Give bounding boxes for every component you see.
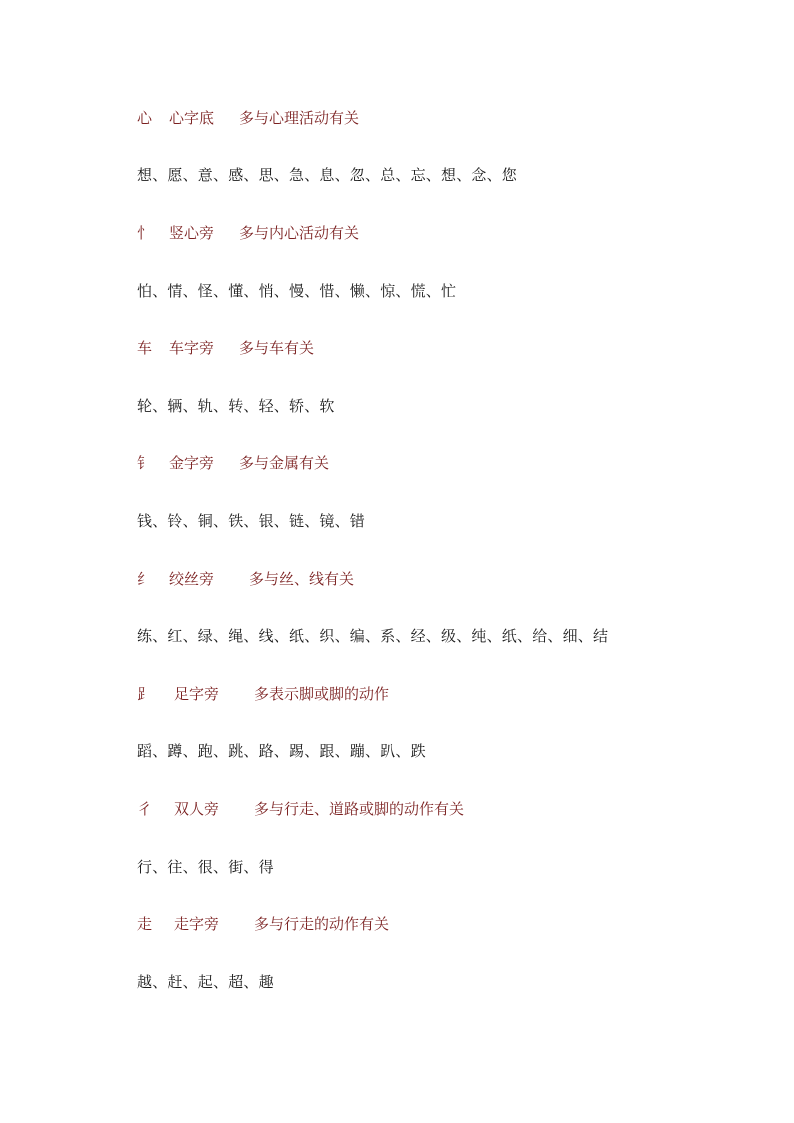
radical-name: 竖心旁 bbox=[169, 224, 215, 242]
radical-symbol: 彳 bbox=[137, 800, 153, 818]
radical-meaning: 多与心理活动有关 bbox=[239, 109, 360, 127]
radical-name: 足字旁 bbox=[174, 685, 220, 703]
radical-heading bbox=[137, 683, 389, 705]
radical-symbol: 车 bbox=[137, 339, 153, 357]
radical-name: 绞丝旁 bbox=[169, 570, 215, 588]
radical-symbol: 忄 bbox=[137, 224, 153, 242]
radical-heading bbox=[137, 452, 329, 474]
radical-name: 走字旁 bbox=[174, 915, 220, 933]
radical-symbol: 心 bbox=[137, 109, 153, 127]
radical-name: 车字旁 bbox=[169, 339, 215, 357]
radical-heading bbox=[137, 568, 354, 590]
radical-name: 双人旁 bbox=[174, 800, 220, 818]
radical-name: 心字底 bbox=[169, 109, 215, 127]
radical-meaning: 多与金属有关 bbox=[239, 454, 330, 472]
radical-meaning: 多与行走、道路或脚的动作有关 bbox=[254, 800, 465, 818]
radical-symbol: 钅 bbox=[137, 454, 153, 472]
radical-meaning: 多与内心活动有关 bbox=[239, 224, 360, 242]
example-characters: 练、红、绿、绳、线、纸、织、编、系、经、级、纯、纸、给、细、结 bbox=[137, 627, 609, 645]
example-characters: 想、愿、意、感、思、急、息、忽、总、忘、想、念、您 bbox=[137, 166, 518, 184]
example-characters: 怕、情、怪、懂、悄、慢、惜、懒、惊、慌、忙 bbox=[137, 282, 457, 300]
radical-symbol: 纟 bbox=[137, 570, 153, 588]
radical-symbol: 走 bbox=[137, 915, 153, 933]
example-characters: 蹈、蹲、跑、跳、路、踢、跟、蹦、趴、跌 bbox=[137, 742, 426, 760]
radical-meaning: 多与行走的动作有关 bbox=[254, 915, 390, 933]
radical-meaning: 多表示脚或脚的动作 bbox=[254, 685, 390, 703]
radical-heading bbox=[137, 337, 314, 359]
radical-heading bbox=[137, 913, 389, 935]
radical-meaning: 多与丝、线有关 bbox=[249, 570, 355, 588]
example-characters: 行、往、很、街、得 bbox=[137, 858, 274, 876]
radical-heading bbox=[137, 222, 359, 244]
example-characters: 轮、辆、轨、转、轻、轿、软 bbox=[137, 397, 335, 415]
example-characters: 钱、铃、铜、铁、银、链、镜、错 bbox=[137, 512, 366, 530]
example-characters: 越、赶、起、超、趣 bbox=[137, 973, 274, 991]
radical-meaning: 多与车有关 bbox=[239, 339, 315, 357]
radical-symbol: ⻊ bbox=[137, 685, 153, 703]
radical-heading bbox=[137, 798, 464, 820]
radical-name: 金字旁 bbox=[169, 454, 215, 472]
radical-heading bbox=[137, 107, 359, 129]
